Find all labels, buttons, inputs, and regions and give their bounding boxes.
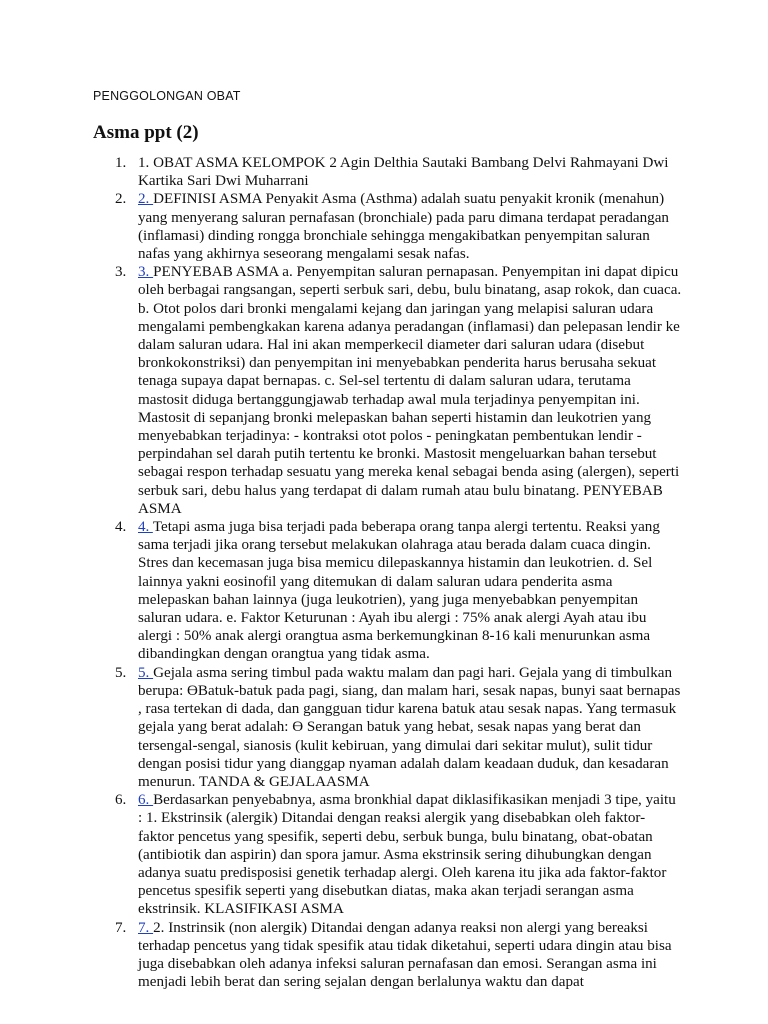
list-item-text: Tetapi asma juga bisa terjadi pada beberapa orang tanpa alergi tertentu. Reaksi yang sama terjadi jika orang tersebut melakukan olahraga atau berada dalam cuaca dingin. Stres dan kecemasan juga bisa memicu dilepaskannya histamin dan leukotrien. d. Sel lainnya yakni eosinofil yang ditemukan di dalam saluran udara penderita asma melepaskan bahan lainnya (juga leukotrien), yang juga menyebabkan penyempitan saluran udara. e. Faktor Keturunan : Ayah ibu alergi : 75% anak alergi Ayah atau ibu alergi : 50% anak alergi orangtua asma berkemungkinan 8-16 kali menurunkan asma dibandingkan dengan orangtua yang tidak asma.	[138, 519, 660, 663]
slide-link[interactable]: 5.	[138, 664, 154, 681]
list-item-text: 1. OBAT ASMA KELOMPOK 2 Agin Delthia Sautaki Bambang Delvi Rahmayani Dwi Kartika Sari Dwi Muharrani	[138, 155, 669, 190]
list-item-text: Berdasarkan penyebabnya, asma bronkhial dapat diklasifikasikan menjadi 3 tipe, yaitu : 1. Ekstrinsik (alergik) Ditandai dengan reaksi alergik yang disebabkan oleh faktor- faktor pencetus yang spesifik, seperti debu, serbuk bunga, bulu binatang, obat-obatan (antibiotik dan aspirin) dan spora jamur. Asma ekstrinsik sering dihubungkan dengan adanya suatu predisposisi genetik terhadap alergi. Oleh karena itu jika ada faktor-faktor pencetus spesifik seperti yang disebutkan diatas, maka akan terjadi serangan asma ekstrinsik. KLASIFIKASI ASMA	[138, 792, 676, 918]
list-item	[93, 154, 683, 190]
list-item-number: 3.	[115, 264, 127, 281]
slide-link[interactable]: 6.	[138, 792, 154, 809]
slide-link[interactable]: 4.	[138, 519, 153, 536]
list-item	[93, 190, 683, 263]
slide-list	[93, 154, 683, 991]
list-item-text: DEFINISI ASMA Penyakit Asma (Asthma) adalah suatu penyakit kronik (menahun) yang menyerang saluran pernafasan (bronchiale) pada paru dimana terdapat peradangan (inflamasi) dinding rongga bronchiale sehingga mengakibatkan penyempitan saluran nafas yang akhirnya seseorang mengalami sesak nafas.	[138, 191, 669, 263]
list-item	[93, 919, 683, 992]
slide-link[interactable]: 2.	[138, 191, 154, 208]
list-item-text: PENYEBAB ASMA a. Penyempitan saluran pernapasan. Penyempitan ini dapat dipicu oleh berbagai rangsangan, seperti serbuk sari, debu, bulu binatang, asap rokok, dan cuaca. b. Otot polos dari bronki mengalami kejang dan jaringan yang melapisi saluran udara mengalami pembengkakan karena adanya peradangan (inflamasi) dan pelepasan lendir ke dalam saluran udara. Hal ini akan memperkecil diameter dari saluran udara (disebut bronkokonstriksi) dan penyempitan ini menyebabkan penderita harus berusaha sekuat tenaga supaya dapat bernapas. c. Sel-sel tertentu di dalam saluran udara, terutama mastosit diduga bertanggungjawab terhadap awal mula terjadinya penyempitan ini. Mastosit di sepanjang bronki melepaskan bahan seperti histamin dan leukotrien yang menyebabkan terjadinya: - kontraksi otot polos - peningkatan pembentukan lendir - perpindahan sel darah putih tertentu ke bronki. Mastosit mengeluarkan bahan tersebut sebagai respon terhadap sesuatu yang mereka kenal sebagai benda asing (alergen), seperti serbuk sari, debu halus yang terdapat di dalam rumah atau bulu binatang. PENYEBAB ASMA	[138, 264, 682, 517]
section-label: PENGGOLONGAN OBAT	[93, 89, 241, 103]
list-item-number: 6.	[115, 792, 127, 809]
document-title: Asma ppt (2)	[93, 122, 199, 143]
list-item-number: 7.	[115, 919, 127, 936]
list-item-number: 4.	[115, 519, 127, 536]
list-item	[93, 664, 683, 791]
list-item	[93, 518, 683, 664]
list-item-text: 2. Instrinsik (non alergik) Ditandai dengan adanya reaksi non alergi yang bereaksi terhadap pencetus yang tidak spesifik atau tidak diketahui, seperti udara dingin atau bisa juga disebabkan oleh adanya infeksi saluran pernafasan dan emosi. Serangan asma ini menjadi lebih berat dan sering sejalan dengan berlalunya waktu dan dapat	[138, 919, 672, 991]
list-item-number: 2.	[115, 191, 127, 208]
list-item-number: 5.	[115, 664, 127, 681]
list-item	[93, 791, 683, 918]
slide-link[interactable]: 3.	[138, 264, 154, 281]
list-item-number: 1.	[115, 155, 127, 171]
list-item	[93, 263, 683, 518]
slide-link[interactable]: 7.	[138, 919, 154, 936]
list-item-text: Gejala asma sering timbul pada waktu malam dan pagi hari. Gejala yang di timbulkan berupa: ϴBatuk-batuk pada pagi, siang, dan malam hari, sesak napas, bunyi saat bernapas , rasa tertekan di dada, dan gangguan tidur karena batuk atau sesak napas. Yang termasuk gejala yang berat adalah: ϴ Serangan batuk yang hebat, sesak napas yang berat dan tersengal-sengal, sianosis (kulit kebiruan, yang dimulai dari sekitar mulut), sulit tidur dengan posisi tidur yang dianggap nyaman adalah dalam keadaan duduk, dan kesadaran menurun. TANDA & GEJALAASMA	[138, 664, 681, 790]
